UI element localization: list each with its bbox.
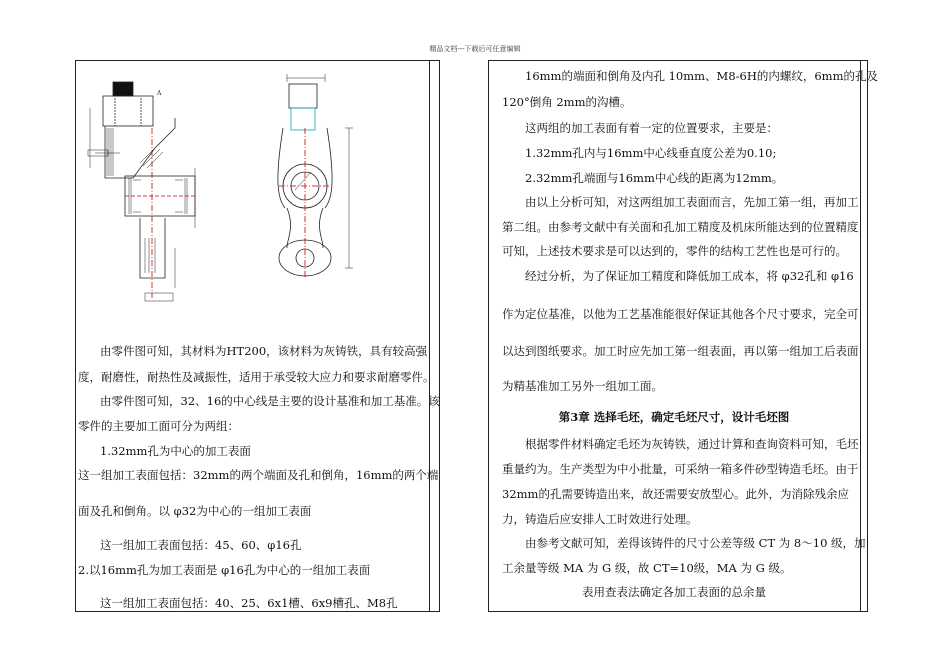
left-list-item: 2.以16mm孔为加工表面是 φ16孔为中心的一组加工表面 (78, 563, 371, 577)
right-list-item: 2.32mm孔端面与16mm中心线的距离为12mm。 (525, 171, 784, 185)
left-paragraph-line: 这一组加工表面包括：32mm的两个端面及孔和倒角，16mm的两个端 (78, 468, 439, 482)
left-list-item: 1.32mm孔为中心的加工表面 (100, 444, 251, 458)
right-paragraph-line: 16mm的端面和倒角及内孔 10mm、M8-6H的内螺纹，6mm的孔及 (525, 69, 878, 83)
page-header: 精品文档---下载后可任意编辑 (429, 45, 521, 53)
right-paragraph-line: 可知，上述技术要求是可以达到的，零件的结构工艺性也是可行的。 (502, 244, 847, 258)
right-paragraph-line: 为精基准加工另外一组加工面。 (502, 379, 663, 393)
left-paragraph-line: 这一组加工表面包括：40、25、6x1槽、6x9槽孔、M8孔 (100, 596, 398, 610)
right-paragraph-line: 经过分析，为了保证加工精度和降低加工成本，将 φ32孔和 φ16 (525, 269, 854, 283)
part-section-drawing (85, 68, 210, 308)
right-paragraph-line: 以达到图纸要求。加工时应先加工第一组表面，再以第一组加工后表面 (502, 344, 859, 358)
right-paragraph-line: 这两组的加工表面有着一定的位置要求，主要是： (525, 121, 778, 135)
left-paragraph-line: 面及孔和倒角。以 φ32为中心的一组加工表面 (78, 504, 312, 518)
right-paragraph-line: 由参考文献可知，差得该铸件的尺寸公差等级 CT 为 8～10 级，加 (525, 536, 866, 550)
right-frame-margin-line (860, 60, 861, 612)
right-paragraph-line: 32mm的孔需要铸造出来，故还需要安放型心。此外，为消除残余应 (502, 487, 849, 501)
left-paragraph-line: 零件的主要加工面可分为两组： (78, 419, 239, 433)
chapter-heading: 第3章 选择毛坯，确定毛坯尺寸，设计毛坯图 (558, 410, 790, 424)
right-list-item: 1.32mm孔内与16mm中心线垂直度公差为0.10; (525, 146, 777, 160)
table-caption: 表用查表法确定各加工表面的总余量 (582, 585, 766, 599)
left-paragraph-line: 度，耐磨性，耐热性及减振性，适用于承受较大应力和要求耐磨零件。 (78, 370, 435, 384)
left-paragraph-line: 这一组加工表面包括：45、60、φ16孔 (100, 538, 302, 552)
right-paragraph-line: 120°倒角 2mm的沟槽。 (502, 95, 632, 109)
right-paragraph-line: 工余量等级 MA 为 G 级，故 CT=10级，MA 为 G 级。 (502, 561, 792, 575)
right-paragraph-line: 根据零件材料确定毛坯为灰铸铁，通过计算和查询资料可知，毛坯 (525, 437, 859, 451)
right-paragraph-line: 由以上分析可知，对这两组加工表面而言，先加工第一组，再加工 (525, 195, 859, 209)
left-paragraph-line: 由零件图可知，32、16的中心线是主要的设计基准和加工基准。该 (100, 394, 440, 408)
left-paragraph-line: 由零件图可知，其材料为HT200，该材料为灰铸铁，具有较高强 (100, 344, 428, 358)
right-paragraph-line: 作为定位基准，以他为工艺基准能很好保证其他各个尺寸要求，完全可 (502, 307, 859, 321)
right-paragraph-line: 重量约为。生产类型为中小批量，可采纳一箱多件砂型铸造毛坯。由于 (502, 462, 859, 476)
right-paragraph-line: 第二组。由参考文献中有关面和孔加工精度及机床所能达到的位置精度 (502, 220, 859, 234)
part-top-view-drawing (265, 68, 365, 290)
svg-text:A: A (157, 90, 162, 97)
right-page-frame (488, 60, 868, 612)
right-paragraph-line: 力，铸造后应安排人工时效进行处理。 (502, 512, 698, 526)
left-frame-margin-line (429, 60, 430, 612)
